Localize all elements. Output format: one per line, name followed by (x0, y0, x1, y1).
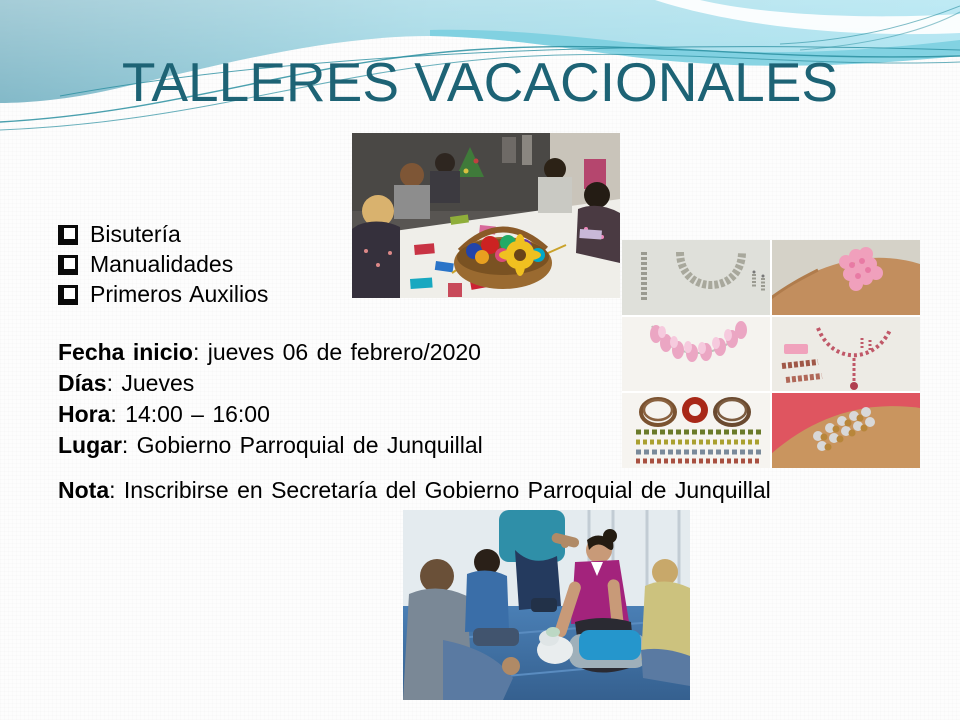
bead-necklace-set-panel (771, 316, 920, 392)
detail-row (58, 368, 483, 399)
bullet-label: Manualidades (90, 250, 234, 277)
bullet-label: Bisutería (90, 220, 181, 247)
note-label: Nota (58, 477, 110, 503)
coil-bracelets-panel (622, 392, 771, 468)
checkbox-icon (58, 225, 78, 245)
bullet-label: Primeros Auxilios (90, 280, 269, 307)
pink-bracelet-arm-panel (771, 240, 920, 316)
detail-label: Días (58, 370, 107, 396)
crafts-workshop-photo (352, 133, 620, 298)
detail-label: Hora (58, 401, 111, 427)
detail-value: : Jueves (106, 370, 195, 396)
event-details (58, 337, 483, 461)
list-item (58, 279, 268, 309)
page-title: TALLERES VACACIONALES (121, 51, 839, 113)
detail-row (58, 337, 483, 368)
list-item (58, 249, 268, 279)
detail-value: : 14:00 – 16:00 (110, 401, 270, 427)
detail-label: Fecha inicio (58, 339, 193, 365)
checkbox-icon (58, 285, 78, 305)
detail-value: : jueves 06 de febrero/2020 (192, 339, 481, 365)
detail-label: Lugar (58, 432, 122, 458)
detail-value: : Gobierno Parroquial de Junquillal (121, 432, 483, 458)
first-aid-training-photo (403, 510, 690, 700)
note-line (58, 477, 771, 504)
silver-necklace-panel (622, 240, 771, 316)
bead-bracelet-wrist-panel (771, 392, 920, 468)
list-item (58, 219, 268, 249)
detail-row (58, 399, 483, 430)
checkbox-icon (58, 255, 78, 275)
pink-petal-necklace-panel (622, 316, 771, 392)
note-value: : Inscribirse en Secretaría del Gobierno Parroquial de Junquillal (109, 477, 771, 503)
workshop-list (58, 219, 268, 309)
detail-row (58, 430, 483, 461)
jewelry-collage-photo (622, 240, 920, 468)
cpr-mannequin (537, 627, 647, 668)
